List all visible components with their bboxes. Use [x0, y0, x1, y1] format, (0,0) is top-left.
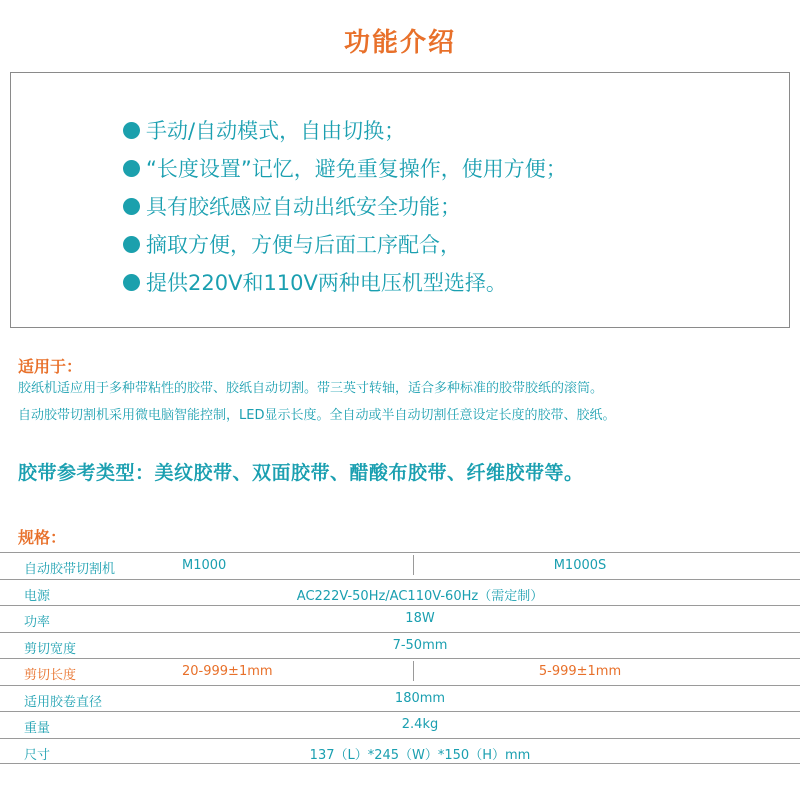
feature-item	[123, 225, 567, 263]
spec-value: 2.4kg	[401, 717, 439, 732]
spec-row-cut-length	[0, 658, 800, 685]
spec-value-a: M1000	[182, 558, 227, 573]
spec-value: 180mm	[394, 690, 446, 706]
applicable-label: 适用于：	[18, 357, 83, 376]
spec-row-model	[0, 552, 800, 579]
specs-label: 规格：	[18, 528, 67, 547]
spec-label: 自动胶带切割机	[24, 562, 116, 577]
feature-item	[123, 263, 567, 301]
spec-row-weight	[0, 711, 800, 738]
spec-label: 重量	[24, 721, 51, 736]
bullet-dot-icon	[123, 198, 140, 215]
spec-value: 137（L）*245（W）*150（H）mm	[309, 747, 531, 763]
tape-types: 胶带参考类型：美纹胶带、双面胶带、醋酸布胶带、纤维胶带等。	[18, 462, 584, 484]
spec-label: 尺寸	[24, 747, 51, 763]
feature-text: 具有胶纸感应自动出纸安全功能；	[146, 195, 461, 219]
spec-value-a: 20-999±1mm	[182, 664, 273, 679]
spec-row-cut-width	[0, 632, 800, 659]
spec-label: 功率	[24, 615, 51, 630]
bullet-dot-icon	[123, 274, 140, 291]
feature-item	[123, 111, 567, 149]
feature-list	[123, 111, 567, 301]
spec-row-power	[0, 605, 800, 632]
spec-value: AC222V-50Hz/AC110V-60Hz（需定制）	[296, 588, 544, 604]
spec-value-b: M1000S	[553, 558, 607, 573]
spec-row-dimensions	[0, 738, 800, 765]
feature-text: 手动/自动模式，自由切换；	[146, 119, 406, 143]
spec-row-roll-diameter	[0, 685, 800, 712]
spec-label: 电源	[24, 588, 51, 604]
column-divider	[413, 555, 414, 575]
feature-item	[123, 187, 567, 225]
spec-row-power-supply	[0, 579, 800, 606]
bullet-dot-icon	[123, 160, 140, 177]
feature-box	[10, 72, 790, 328]
spec-table	[0, 552, 800, 764]
applicable-line: 自动胶带切割机采用微电脑智能控制，LED显示长度。全自动或半自动切割任意设定长度的胶带、胶纸。	[18, 408, 616, 423]
applicable-line: 胶纸机适应用于多种带粘性的胶带、胶纸自动切割。带三英寸转轴，适合多种标准的胶带胶纸的滚筒。	[18, 381, 604, 396]
feature-item	[123, 149, 567, 187]
spec-value: 7-50mm	[392, 637, 448, 653]
feature-text: “长度设置”记忆，避免重复操作，使用方便；	[146, 157, 567, 181]
feature-text: 提供220V和110V两种电压机型选择。	[146, 271, 507, 295]
spec-label: 剪切长度	[24, 668, 77, 683]
spec-label: 适用胶卷直径	[24, 694, 103, 710]
bullet-dot-icon	[123, 122, 140, 139]
spec-label: 剪切宽度	[24, 641, 77, 657]
spec-value: 18W	[405, 611, 435, 626]
feature-text: 摘取方便，方便与后面工序配合，	[146, 233, 461, 257]
spec-value-b: 5-999±1mm	[538, 664, 622, 679]
page-title: 功能介绍	[343, 28, 456, 58]
column-divider	[413, 661, 414, 681]
bullet-dot-icon	[123, 236, 140, 253]
